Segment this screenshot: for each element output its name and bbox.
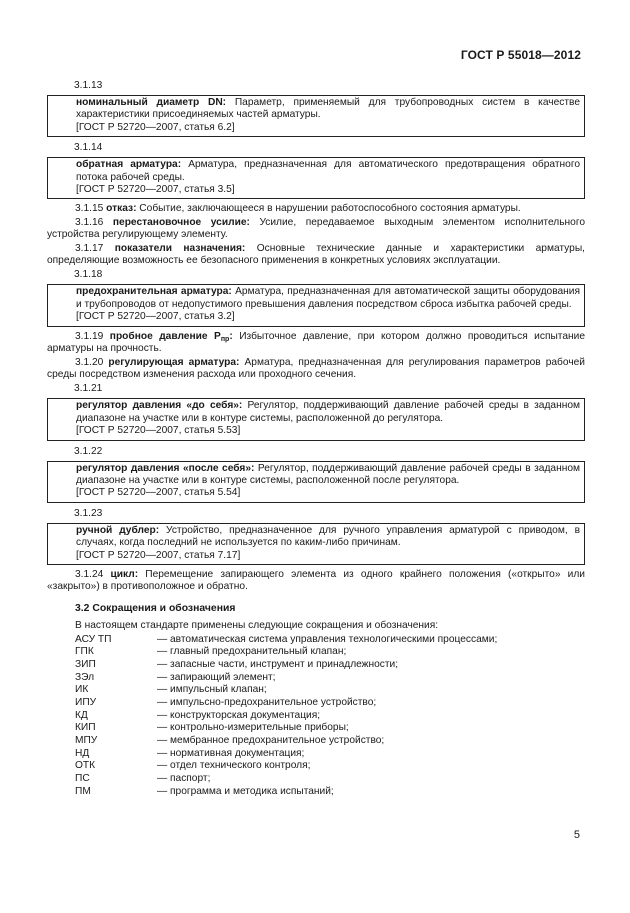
abbreviation-list [47, 634, 585, 799]
clause-paragraph [47, 357, 585, 382]
clause-number: 3.1.16 [75, 216, 113, 228]
clause-paragraph [47, 243, 585, 268]
term-box [47, 284, 585, 326]
abbreviation-definition: — импульсно-предохранительное устройство; [157, 697, 377, 709]
term-box [47, 523, 585, 565]
abbreviation-row [47, 684, 585, 697]
abbreviation: ЗИП [75, 658, 96, 670]
abbreviation-row [47, 760, 585, 773]
abbreviation-row [47, 722, 585, 735]
definition: Параметр, применяемый для трубопроводных систем в качестве характеристики присоединяемых частей арматуры. [76, 97, 581, 121]
abbreviation: ИК [75, 684, 89, 696]
abbreviation: НД [75, 747, 90, 759]
source-reference: [ГОСТ Р 52720—2007, статья 7.17] [76, 549, 241, 561]
abbreviation-definition: — запирающий элемент; [157, 671, 276, 683]
definition: Регулятор, поддерживающий давление рабочей среды в заданном диапазоне на участке или в контуре системы, расположенной до регулятора. [76, 400, 580, 424]
clause-number: 3.1.24 [75, 568, 111, 580]
term-box [47, 461, 585, 503]
definition: Основные технические данные и характеристики арматуры, определяющие возможность ее безопасного применения в конкретных условиях эксплуатации. [47, 242, 585, 267]
source-reference: [ГОСТ Р 52720—2007, статья 3.5] [76, 184, 235, 196]
term-definition [76, 525, 580, 550]
clause-paragraph [47, 217, 585, 242]
definition: Событие, заключающееся в нарушении работоспособного состояния арматуры. [136, 203, 521, 215]
definition: Усилие, передаваемое выходным элементом исполнительного устройства регулирующему элементу. [47, 216, 585, 241]
term-definition [76, 463, 580, 488]
term: отказ: [106, 203, 137, 215]
term: показатели назначения: [114, 242, 246, 254]
abbreviation-row [47, 748, 585, 761]
definition: Избыточное давление, при котором должно проводиться испытание арматуры на прочность. [47, 330, 585, 355]
abbreviation-row [47, 735, 585, 748]
term: регулятор давления «до себя»: [76, 400, 243, 412]
term: номинальный диаметр DN: [76, 97, 227, 108]
term: ручной дублер: [76, 524, 160, 536]
term: перестановочное усилие: [112, 216, 250, 228]
abbreviation-row [47, 697, 585, 710]
definition: Устройство, предназначенное для ручного управления арматурой с приводом, в случаях, когда последний не используется по каким-либо причинам. [76, 524, 580, 549]
abbreviation-definition: — отдел технического контроля; [157, 760, 311, 772]
term-box [47, 398, 585, 440]
clause-number: 3.1.19 [75, 330, 110, 342]
abbreviation: ПМ [75, 785, 91, 797]
term: регулирующая арматура: [108, 356, 240, 368]
clause-number: 3.1.18 [74, 269, 103, 281]
abbreviation-definition: — мембранное предохранительное устройство; [157, 735, 385, 747]
abbreviation: ПС [75, 773, 90, 785]
abbreviation: КД [75, 709, 88, 721]
document-body [47, 79, 585, 799]
term: цикл: [110, 568, 139, 580]
abbreviation: МПУ [75, 735, 98, 747]
term-definition [76, 159, 580, 184]
abbreviation: ОТК [75, 760, 96, 772]
abbreviation-definition: — конструкторская документация; [157, 709, 321, 721]
term: обратная арматура: [76, 159, 182, 171]
term: регулятор давления «после себя»: [76, 462, 255, 474]
definition: Регулятор, поддерживающий давление рабочей среды в заданном диапазоне на участке или в контуре системы, расположенной после регулятора. [76, 462, 580, 486]
definition: Перемещение запирающего элемента из одного крайнего положения («открыто» или «закрыто») в противоположное и обратно. [47, 568, 585, 593]
abbreviation-definition: — автоматическая система управления технологическими процессами; [157, 633, 498, 645]
abbreviation-row [47, 710, 585, 723]
clause-number: 3.1.20 [75, 356, 109, 368]
abbreviation: ГПК [75, 646, 94, 658]
abbreviation-row [47, 634, 585, 647]
section-intro: В настоящем стандарте применены следующие сокращения и обозначения: [75, 620, 439, 632]
term-definition [76, 97, 580, 122]
source-reference: [ГОСТ Р 52720—2007, статья 6.2] [76, 121, 235, 133]
term-definition [76, 400, 580, 425]
term-subscript: пр [220, 335, 230, 343]
term-text: пробное давление P [109, 330, 221, 342]
abbreviation-definition: — запасные части, инструмент и принадлежности; [157, 658, 399, 670]
term-colon: : [229, 330, 233, 342]
abbreviation-definition: — импульсный клапан; [157, 684, 267, 696]
abbreviation-row [47, 672, 585, 685]
abbreviation-definition: — программа и методика испытаний; [157, 785, 334, 797]
abbreviation-row [47, 786, 585, 799]
term-box [47, 157, 585, 199]
clause-number: 3.1.13 [74, 80, 103, 91]
abbreviation-definition: — нормативная документация; [157, 747, 305, 759]
term: предохранительная арматура: [76, 286, 232, 298]
clause-number: 3.1.17 [75, 242, 115, 254]
abbreviation-row [47, 646, 585, 659]
clause-number: 3.1.15 [75, 203, 107, 215]
source-reference: [ГОСТ Р 52720—2007, статья 5.54] [76, 487, 241, 499]
section-title: 3.2 Сокращения и обозначения [75, 602, 236, 614]
clause-number: 3.1.22 [74, 445, 103, 457]
abbreviation: ЗЭл [75, 671, 95, 683]
definition: Арматура, предназначенная для автоматической защиты оборудования и трубопроводов от недопустимого превышения давления посредством сброса избытка рабочей среды. [76, 286, 580, 310]
clause-number: 3.1.14 [74, 142, 103, 154]
clause-paragraph [47, 203, 585, 215]
abbreviation: ИПУ [75, 697, 97, 709]
abbreviation-definition: — главный предохранительный клапан; [157, 646, 347, 658]
term [110, 331, 233, 342]
abbreviation-definition: — паспорт; [157, 773, 211, 785]
clause-number: 3.1.21 [74, 383, 103, 395]
definition: Арматура, предназначенная для регулирования параметров рабочей среды посредством изменения расхода или проходного сечения. [47, 356, 585, 380]
abbreviation-row [47, 773, 585, 786]
abbreviation-row [47, 659, 585, 672]
definition: Арматура, предназначенная для автоматического предотвращения обратного потока рабочей среды. [76, 159, 580, 183]
source-reference: [ГОСТ Р 52720—2007, статья 3.2] [76, 311, 235, 323]
abbreviation-definition: — контрольно-измерительные приборы; [157, 722, 349, 734]
clause-paragraph [47, 331, 585, 356]
source-reference: [ГОСТ Р 52720—2007, статья 5.53] [76, 425, 241, 437]
page-number: 5 [573, 829, 580, 841]
clause-number: 3.1.23 [74, 507, 103, 519]
term-box [47, 95, 585, 137]
clause-paragraph [47, 569, 585, 594]
term-definition [76, 286, 580, 311]
abbreviation: КИП [75, 722, 96, 734]
document-code-header: ГОСТ Р 55018—2012 [460, 48, 581, 62]
abbreviation: АСУ ТП [75, 633, 112, 645]
